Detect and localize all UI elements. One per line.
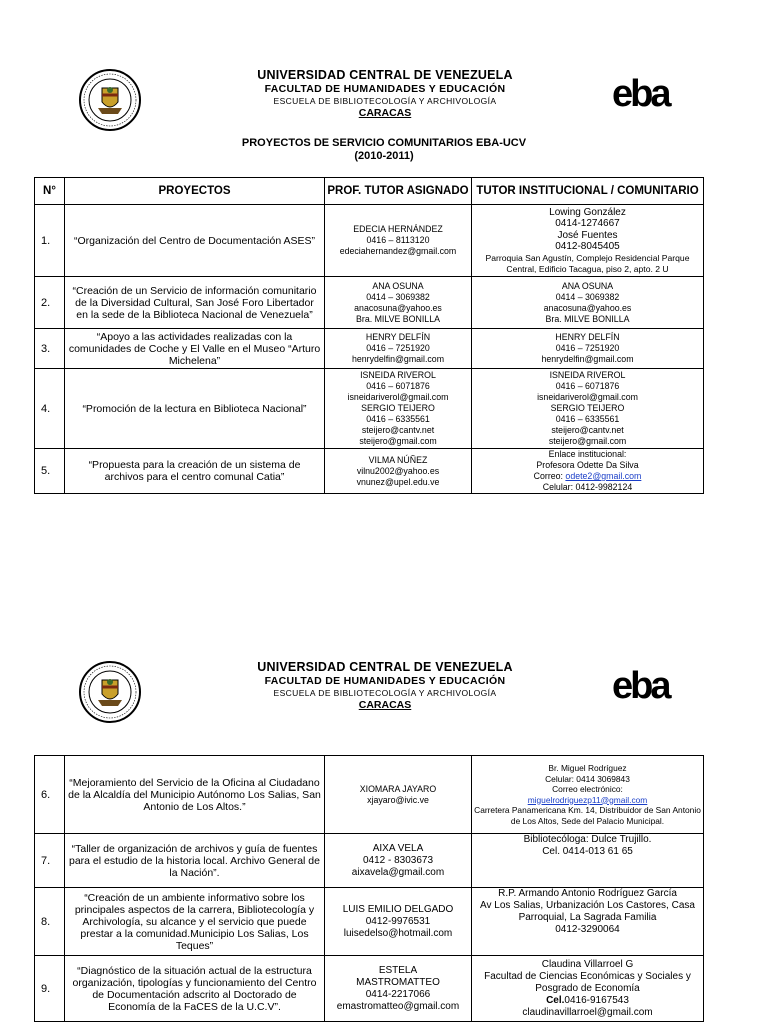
tutor-cell: ESTELA MASTROMATTEO 0414-2217066 emastromatteo@gmail.com — [325, 956, 472, 1022]
school-name: ESCUELA DE BIBLIOTECOLOGÍA Y ARCHIVOLOGÍA — [273, 96, 497, 106]
projects-title: PROYECTOS DE SERVICIO COMUNITARIOS EBA-UCV (2010-2011) — [241, 137, 527, 162]
faculty-name: FACULTAD DE HUMANIDADES Y EDUCACIÓN — [264, 675, 506, 687]
table-row — [35, 205, 704, 277]
table-row — [35, 834, 704, 888]
row-number: 7. — [35, 834, 65, 888]
institutional-tutor-cell: ISNEIDA RIVEROL 0416 – 6071876 isneidariverol@gmail.com SERGIO TEIJERO 0416 – 6335561 steijero@cantv.net steijero@gmail.com — [472, 369, 704, 449]
projects-table-page-2 — [34, 755, 704, 1022]
row-number: 6. — [35, 756, 65, 834]
row-number: 5. — [35, 449, 65, 494]
tutor-cell: ANA OSUNA 0414 – 3069382 anacosuna@yahoo.es Bra. MILVE BONILLA — [325, 277, 472, 329]
university-seal-icon — [78, 660, 142, 724]
institutional-tutor-cell: HENRY DELFÍN 0416 – 7251920 henrydelfin@gmail.com — [472, 329, 704, 369]
email-link[interactable]: miguelrodriguezp11@gmail.com — [527, 794, 648, 805]
header-tutor: PROF. TUTOR ASIGNADO — [325, 178, 472, 205]
table-header-row — [35, 178, 704, 205]
page-header-2 — [0, 650, 768, 740]
project-title: “Propuesta para la creación de un sistema de archivos para el centro comunal Catia” — [65, 449, 325, 494]
project-title: “Mejoramiento del Servicio de la Oficina al Ciudadano de la Alcaldía del Municipio Autónomo Los Salias, San Antonio de Los Altos.” — [65, 756, 325, 834]
table-row — [35, 956, 704, 1022]
row-number: 4. — [35, 369, 65, 449]
table-row — [35, 329, 704, 369]
tutor-cell: HENRY DELFÍN 0416 – 7251920 henrydelfin@gmail.com — [325, 329, 472, 369]
table-row — [35, 756, 704, 834]
row-number: 8. — [35, 888, 65, 956]
svg-text:eba: eba — [612, 74, 669, 114]
city-name: CARACAS — [358, 107, 412, 119]
row-number: 1. — [35, 205, 65, 277]
row-number: 9. — [35, 956, 65, 1022]
institutional-tutor-cell: Lowing González 0414-1274667 José Fuentes 0412-8045405 Parroquia San Agustín, Complejo Residencial Parque Central, Edificio Tacagua, piso 2, apto. 2 U — [472, 205, 704, 277]
tutor-cell: LUIS EMILIO DELGADO 0412-9976531 luisedelso@hotmail.com — [325, 888, 472, 956]
institutional-tutor-cell: Bibliotecóloga: Dulce Trujillo. Cel. 0414-013 61 65 — [472, 834, 704, 888]
project-title: “Apoyo a las actividades realizadas con la comunidades de Coche y El Valle en el Museo “Arturo Michelena” — [65, 329, 325, 369]
institutional-tutor-cell: Enlace institucional: Profesora Odette Da Silva Correo: odete2@gmail.com Celular: 0412-9982124 — [472, 449, 704, 494]
tutor-cell: EDECIA HERNÁNDEZ 0416 – 8113120 edeciahernandez@gmail.com — [325, 205, 472, 277]
projects-table-page-1 — [34, 177, 704, 494]
table-row — [35, 277, 704, 329]
table-row — [35, 888, 704, 956]
faculty-name: FACULTAD DE HUMANIDADES Y EDUCACIÓN — [264, 83, 506, 95]
row-number: 3. — [35, 329, 65, 369]
svg-text:eba: eba — [612, 666, 669, 706]
project-title: “Organización del Centro de Documentación ASES” — [65, 205, 325, 277]
university-seal-icon — [78, 68, 142, 132]
project-title: “Diagnóstico de la situación actual de la estructura organización, tipologías y funcionamiento del Centro de Documentación adscrito al Doctorado de Economía de la FaCES de la U.C.V”. — [65, 956, 325, 1022]
tutor-cell: AIXA VELA 0412 - 8303673 aixavela@gmail.com — [325, 834, 472, 888]
row-number: 2. — [35, 277, 65, 329]
project-title: “Taller de organización de archivos y guía de fuentes para el estudio de la historia local. Archivo General de la Nación”. — [65, 834, 325, 888]
header-projects: PROYECTOS — [65, 178, 325, 205]
project-title: “Creación de un ambiente informativo sobre los principales aspectos de la carrera, Bibliotecología y Archivología, su alcance y el servicio que puede prestar a la comunidad.Municipio Los Salias, Los Teques” — [65, 888, 325, 956]
tutor-cell: XIOMARA JAYARO xjayaro@ivic.ve — [325, 756, 472, 834]
eba-logo-icon — [612, 74, 684, 114]
institutional-tutor-cell: Br. Miguel Rodríguez Celular: 0414 3069843 Correo electrónico: miguelrodriguezp11@gmail.com Carretera Panamericana Km. 14, Distribuidor de San Antonio de Los Altos, Sede del Palacio Municipal. — [472, 756, 704, 834]
institutional-tutor-cell: ANA OSUNA 0414 – 3069382 anacosuna@yahoo.es Bra. MILVE BONILLA — [472, 277, 704, 329]
tutor-cell: VILMA NÚÑEZ vilnu2002@yahoo.es vnunez@upel.edu.ve — [325, 449, 472, 494]
institutional-tutor-cell: R.P. Armando Antonio Rodríguez García Av Los Salias, Urbanización Los Castores, Casa Parroquial, La Sagrada Familia 0412-3290064 — [472, 888, 704, 956]
table-row — [35, 449, 704, 494]
project-title: “Promoción de la lectura en Biblioteca Nacional” — [65, 369, 325, 449]
header-institutional-tutor: TUTOR INSTITUCIONAL / COMUNITARIO — [472, 178, 704, 205]
university-name: UNIVERSIDAD CENTRAL DE VENEZUELA — [257, 68, 513, 82]
institutional-tutor-cell: Claudina Villarroel G Facultad de Ciencias Económicas y Sociales y Posgrado de Economía Cel.0416-9167543 claudinavillarroel@gmail.com — [472, 956, 704, 1022]
table-row — [35, 369, 704, 449]
school-name: ESCUELA DE BIBLIOTECOLOGÍA Y ARCHIVOLOGÍA — [273, 688, 497, 698]
university-name: UNIVERSIDAD CENTRAL DE VENEZUELA — [257, 660, 513, 674]
page-header — [0, 58, 768, 148]
eba-logo-icon — [612, 666, 684, 706]
email-link[interactable]: odete2@gmail.com — [565, 471, 642, 481]
tutor-cell: ISNEIDA RIVEROL 0416 – 6071876 isneidariverol@gmail.com SERGIO TEIJERO 0416 – 6335561 steijero@cantv.net steijero@gmail.com — [325, 369, 472, 449]
project-title: “Creación de un Servicio de información comunitario de la Diversidad Cultural, San José Foro Libertador en la sede de la Biblioteca Nacional de Venezuela” — [65, 277, 325, 329]
header-num: N° — [35, 178, 65, 205]
city-name: CARACAS — [358, 699, 412, 711]
